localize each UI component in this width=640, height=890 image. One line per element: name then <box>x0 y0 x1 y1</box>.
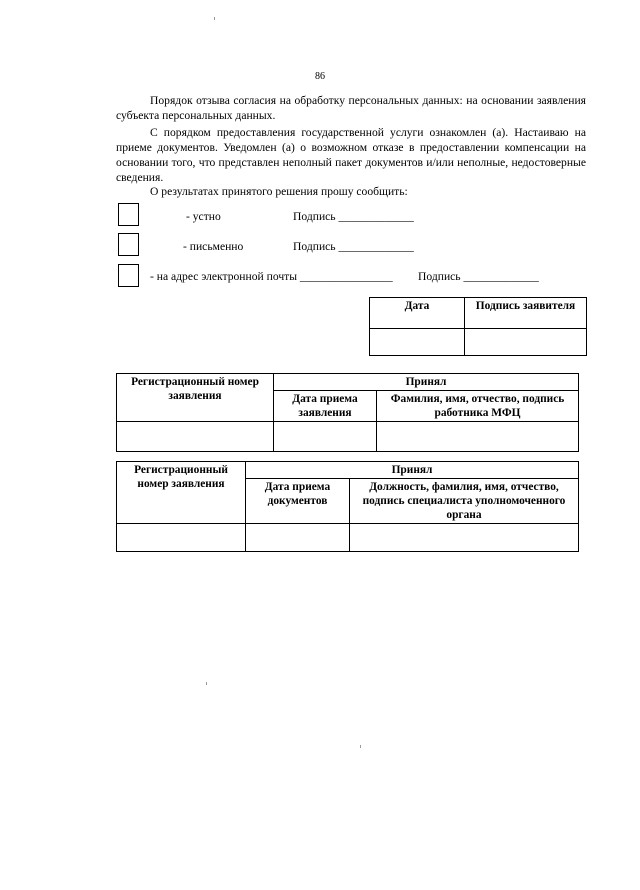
header-reg-number: Регистрационный номер заявления <box>117 374 274 422</box>
scan-speck <box>214 17 215 20</box>
page-number: 86 <box>315 71 325 82</box>
checkbox-oral[interactable] <box>118 203 139 226</box>
mfc-registration-table <box>116 373 579 452</box>
header-reg-number: Регистрационный номер заявления <box>117 462 246 524</box>
option-label-email: - на адрес электронной почты ________________ <box>150 270 393 283</box>
authority-registration-table <box>116 461 579 552</box>
option-label-written: - письменно <box>183 240 244 253</box>
applicant-signature-table <box>369 297 587 356</box>
cell-reg-number[interactable] <box>117 422 274 452</box>
paragraph-acknowledgement: С порядком предоставления государственной услуги ознакомлен (а). Настаиваю на приеме документов. Уведомлен (а) о возможном отказе в предоставлении компенсации на основании того, что представлен неполный пакет документов и/или неполные, недостоверные сведения. <box>116 126 586 184</box>
header-date-received: Дата приема заявления <box>274 391 377 422</box>
cell-reg-number[interactable] <box>117 524 246 552</box>
header-mfc-employee: Фамилия, имя, отчество, подпись работника МФЦ <box>377 391 579 422</box>
scan-speck <box>206 682 207 685</box>
header-authority-specialist: Должность, фамилия, имя, отчество, подпись специалиста уполномоченного органа <box>350 479 579 524</box>
cell-applicant-signature[interactable] <box>465 329 587 356</box>
signature-line-email: Подпись _____________ <box>418 270 539 283</box>
signature-line-oral: Подпись _____________ <box>293 210 414 223</box>
header-documents-date: Дата приема документов <box>246 479 350 524</box>
paragraph-revocation: Порядок отзыва согласия на обработку персональных данных: на основании заявления субъекта персональных данных. <box>116 94 586 122</box>
header-accepted: Принял <box>274 374 579 391</box>
cell-date[interactable] <box>370 329 465 356</box>
header-accepted: Принял <box>246 462 579 479</box>
cell-documents-date[interactable] <box>246 524 350 552</box>
signature-line-written: Подпись _____________ <box>293 240 414 253</box>
cell-date-received[interactable] <box>274 422 377 452</box>
checkbox-written[interactable] <box>118 233 139 256</box>
cell-authority-specialist[interactable] <box>350 524 579 552</box>
scan-speck <box>360 745 361 748</box>
header-applicant-signature: Подпись заявителя <box>465 298 587 329</box>
paragraph-notify-request: О результатах принятого решения прошу сообщить: <box>150 185 408 198</box>
cell-mfc-employee[interactable] <box>377 422 579 452</box>
option-label-oral: - устно <box>186 210 221 223</box>
checkbox-email[interactable] <box>118 264 139 287</box>
header-date: Дата <box>370 298 465 329</box>
